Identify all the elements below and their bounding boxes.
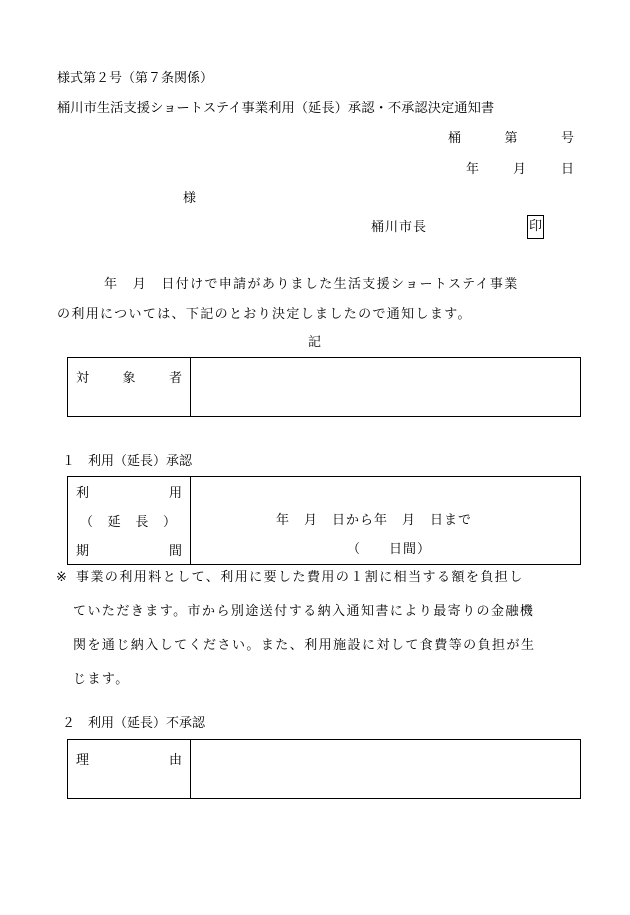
ki-heading: 記: [308, 335, 322, 350]
reason-label-char-2: 由: [168, 753, 182, 768]
period-table: [67, 476, 581, 565]
doc-no-go: 号: [560, 131, 574, 146]
addressee-honorific: 様: [183, 191, 197, 206]
label-en: 延: [107, 515, 121, 530]
note-line-4: じます。: [73, 672, 130, 687]
label-kan: 間: [168, 544, 182, 559]
note-line-1: 事業の利用料として、利用に要した費用の１割に相当する額を負担し: [76, 570, 524, 585]
document-title: 桶川市生活支援ショートステイ事業利用（延長）承認・不承認決定通知書: [57, 101, 495, 116]
target-value-cell: [191, 358, 581, 417]
label-you: 用: [168, 486, 182, 501]
sender-name: 桶川市長: [371, 220, 428, 235]
reason-label-char-1: 理: [76, 753, 90, 768]
note-line-3: 関を通じ納入してください。また、利用施設に対して食費等の負担が生: [73, 638, 536, 653]
form-number: 様式第２号（第７条関係）: [57, 71, 214, 86]
period-label-row-2: [68, 506, 190, 535]
reason-value-cell: [191, 740, 581, 799]
period-label-row-1: [68, 477, 190, 506]
label-ri: 利: [76, 486, 90, 501]
target-label-char-2: 象: [122, 371, 136, 386]
target-person-table: [67, 357, 581, 417]
period-label-row-3: [68, 535, 190, 564]
label-paren-close: ）: [162, 515, 176, 530]
note-line-2: ていただきます。市から別途送付する納入通知書により最寄りの金融機: [73, 604, 535, 619]
period-days: （ 日間）: [347, 542, 432, 557]
section1-heading: １ 利用（延長）承認: [62, 454, 193, 469]
document-number-line: [448, 132, 574, 145]
target-label-cell: [68, 358, 191, 417]
target-label-char-1: 対: [76, 371, 90, 386]
label-ki: 期: [76, 544, 90, 559]
seal-mark: 印: [527, 215, 544, 239]
note-text: [73, 561, 581, 697]
reason-label-cell: [68, 740, 191, 799]
body-line-1: 年 月 日付けで申請がありました生活支援ショートステイ事業: [104, 277, 519, 292]
date-day: 日: [560, 162, 574, 177]
doc-no-prefix: 桶: [448, 131, 462, 146]
note-mark: ※: [56, 570, 67, 585]
period-label-cell: [68, 477, 191, 565]
label-paren-open: （: [80, 515, 94, 530]
date-line: [466, 163, 574, 177]
reason-table: [67, 739, 581, 799]
label-chou: 長: [135, 515, 149, 530]
target-label-char-3: 者: [168, 371, 182, 386]
section2-heading: ２ 利用（延長）不承認: [62, 716, 206, 731]
doc-no-dai: 第: [504, 131, 518, 146]
date-year: 年: [466, 162, 480, 177]
period-range: 年 月 日から年 月 日まで: [276, 513, 473, 528]
period-value-cell: [191, 477, 581, 565]
date-month: 月: [513, 162, 527, 177]
body-line-2: の利用については、下記のとおり決定しましたので通知します。: [57, 307, 472, 322]
